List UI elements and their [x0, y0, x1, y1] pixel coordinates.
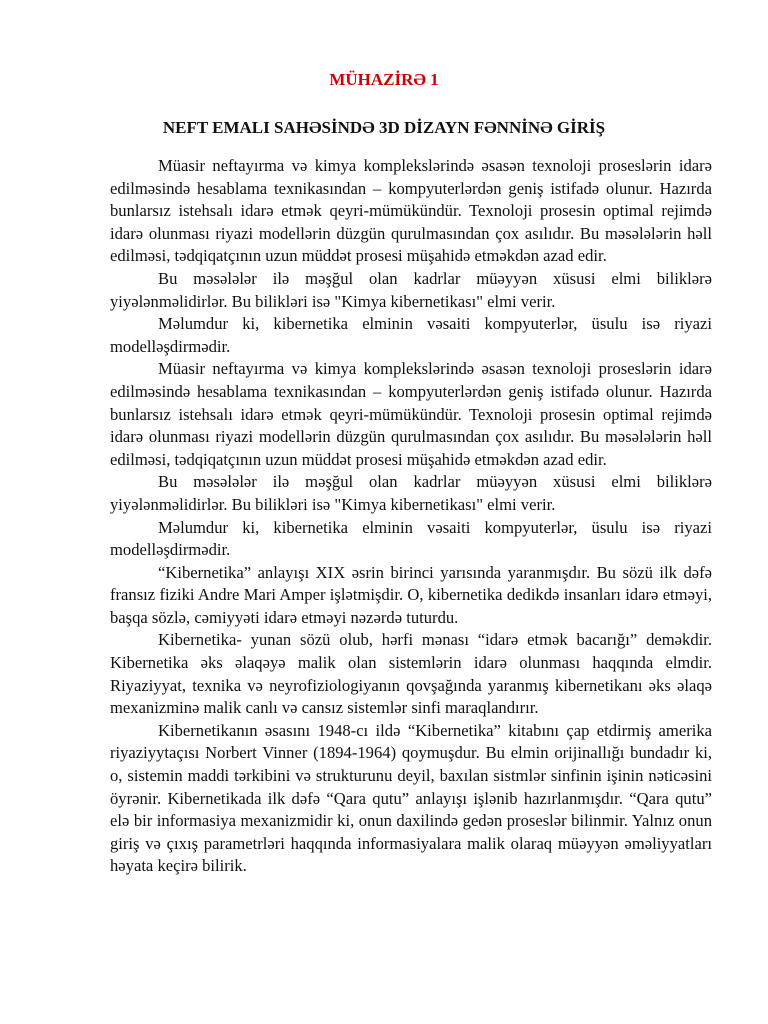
paragraph: Məlumdur ki, kibernetika elminin vəsaiti kompyuterlər, üsulu isə riyazi modelləşdirmədir. [110, 517, 712, 560]
document-title: NEFT EMALI SAHƏSİNDƏ 3D DİZAYN FƏNNİNƏ GİRİŞ [162, 118, 606, 137]
paragraph: Məlumdur ki, kibernetika elminin vəsaiti kompyuterlər, üsulu isə riyazi modelləşdirmədir. [110, 314, 712, 356]
paragraph: Bu məsələlər ilə məşğul olan kadrlar müəyyən xüsusi elmi biliklərə yiyələnməlidirlər. Bu bilikləri isə "Kimya kibernetikası" elmi verir. [110, 472, 712, 514]
lecture-label: MÜHAZİRƏ 1 [329, 70, 439, 89]
paragraph: Kibernetikanın əsasını 1948-cı ildə “Kibernetika” kitabını çap etdirmiş amerika riyaziyytaçısı Norbert Vinner (1894-1964) qoymuşdur. Bu elmin orijinallığı bundadır ki, o, sistemin maddi tərkibini və strukturunu deyil, baxılan sistmlər sinfinin işinin nəticəsini öyrənir. Kibernetikada ilk dəfə “Qara qutu” anlayışı işlənib hazırlanmışdır. “Qara qutu” elə bir informasiya mexanizmidir ki, onun daxilində gedən proseslər bilinmir. Yalnız onun giriş və çıxış parametrləri haqqında informasiyalara malik olaraq müəyyən əməliyyatları həyata keçirə bilirik. [110, 720, 712, 876]
paragraph: “Kibernetika” anlayışı XIX əsrin birinci yarısında yaranmışdır. Bu sözü ilk dəfə fransız fiziki Andre Mari Amper işlətmişdir. O, kibernetika dedikdə insanları idarə etməyi, başqa sözlə, cəmiyyəti idarə etməyi nəzərdə tuturdu. [110, 562, 712, 627]
paragraph: Müasir neftayırma və kimya komplekslərində əsasən texnoloji proseslərin idarə edilməsində hesablama texnikasından – kompyuterlərdən geniş istifadə olunur. Hazırda bunlarsız istehsalı idarə etmək qeyri-mümükündür. Texnoloji prosesin optimal rejimdə idarə olunması riyazi modellərin düzgün qurulmasından çox asılıdır. Bu məsələlərin həll edilməsi, tədqiqatçının uzun müddət prosesi müşahidə etməkdən azad edir. [110, 156, 712, 266]
document-body [110, 155, 712, 878]
paragraph: Bu məsələlər ilə məşğul olan kadrlar müəyyən xüsusi elmi biliklərə yiyələnməlidirlər. Bu bilikləri isə "Kimya kibernetikası" elmi verir. [110, 268, 712, 311]
paragraph: Kibernetika- yunan sözü olub, hərfi mənası “idarə etmək bacarığı” deməkdir. Kibernetika əks əlaqəyə malik olan sistemlərin idarə olunması haqqında elmdir. Riyaziyyat, texnika və neyrofiziologiyanın qovşağında yaranmış kibernetikanı əks əlaqə mexanizminə malik canlı və cansız sistemlər sinfi maraqlandırır. [110, 630, 712, 718]
paragraph: Müasir neftayırma və kimya komplekslərində əsasən texnoloji proseslərin idarə edilməsində hesablama texnikasından – kompyuterlərdən geniş istifadə olunur. Hazırda bunlarsız istehsalı idarə etmək qeyri-mümükündür. Texnoloji prosesin optimal rejimdə idarə olunması riyazi modellərin düzgün qurulmasından çox asılıdır. Bu məsələlərin həll edilməsi, tədqiqatçının uzun müddət prosesi müşahidə etməkdən azad edir. [110, 359, 712, 469]
